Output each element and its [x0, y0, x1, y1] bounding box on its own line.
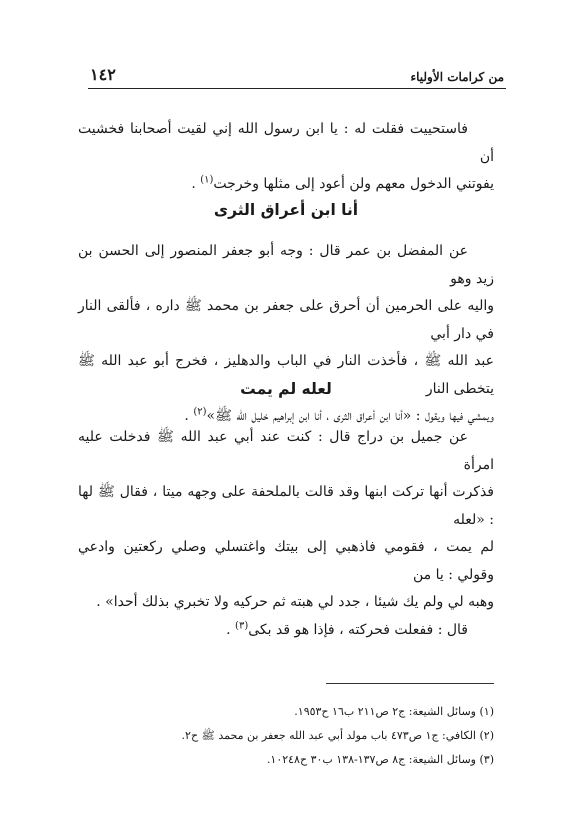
- running-title: من كرامات الأولياء: [410, 70, 504, 84]
- line-end: .: [184, 408, 194, 424]
- section-paragraph: [78, 424, 494, 644]
- paragraph-line: فاستحييت فقلت له : يا ابن رسول الله إني لقيت أصحابنا فخشيت أن: [78, 121, 494, 165]
- footnote-item: (٣) وسائل الشيعة: ج٨ ص١٣٧-١٣٨ ب٣٠ ح١٠٢٤٨.: [266, 753, 494, 766]
- running-header: [90, 64, 504, 84]
- continuation-paragraph: [78, 116, 494, 199]
- page-number: ١٤٢: [90, 65, 116, 84]
- line-end: .: [226, 621, 236, 638]
- footnote-reference: (٣): [235, 619, 249, 631]
- section-paragraph: [78, 238, 494, 431]
- line-end: .: [191, 176, 201, 192]
- footnote-reference: (١): [200, 174, 214, 186]
- footnotes: [78, 700, 494, 772]
- paragraph-line: [78, 617, 494, 645]
- line-text: قال : ففعلت فحركته ، فإذا هو قد بكى: [248, 621, 468, 638]
- paragraph-line: فذكرت أنها تركت ابنها وقد قالت بالملحفة على وجهه ميتا ، فقال ﷺ لها : «لعله: [78, 484, 495, 528]
- footnote-item: (٢) الكافي: ج١ ص٤٧٣ باب مولد أبي عبد الله جعفر بن محمد ﷺ ح٢.: [181, 729, 494, 742]
- paragraph-line: عبد الله ﷺ ، فأخذت النار في الباب والدهليز ، فخرج أبو عبد الله ﷺ يتخطى النار: [78, 353, 494, 397]
- section-heading: أنا ابن أعراق الثرى: [213, 201, 359, 219]
- section-heading: لعله لم يمت: [240, 380, 332, 398]
- footnote-reference: (٢): [193, 406, 207, 418]
- footnote-item: (١) وسائل الشيعة: ج٢ ص٢١١ ب١٦ ح١٩٥٣.: [294, 705, 494, 718]
- paragraph-line: عن جميل بن دراج قال : كنت عند أبي عبد الله ﷺ فدخلت عليه امرأة: [78, 429, 494, 473]
- paragraph-line: [78, 171, 494, 199]
- header-divider: [88, 88, 506, 89]
- footnote-divider: [326, 683, 494, 684]
- paragraph-line: عن المفضل بن عمر قال : وجه أبو جعفر المنصور إلى الحسن بن زيد وهو: [78, 243, 494, 287]
- paragraph-line: واليه على الحرمين أن أحرق على جعفر بن محمد ﷺ داره ، فألقى النار في دار أبي: [78, 298, 494, 342]
- paragraph-line: وهبه لي ولم يك شيئا ، جدد لي هبته ثم حركيه ولا تخبري بذلك أحدا» .: [96, 594, 494, 610]
- line-text: ويمشي فيها ويقول : «أنا ابن أعراق الثرى ، أنا ابن إبراهيم خليل الله ﷺ»: [206, 408, 494, 424]
- line-text: يفوتني الدخول معهم ولن أعود إلى مثلها وخرجت: [213, 176, 494, 192]
- paragraph-line: لم يمت ، فقومي فاذهبي إلى بيتك واغتسلي وصلي ركعتين وادعي وقولي : يا من: [78, 539, 494, 583]
